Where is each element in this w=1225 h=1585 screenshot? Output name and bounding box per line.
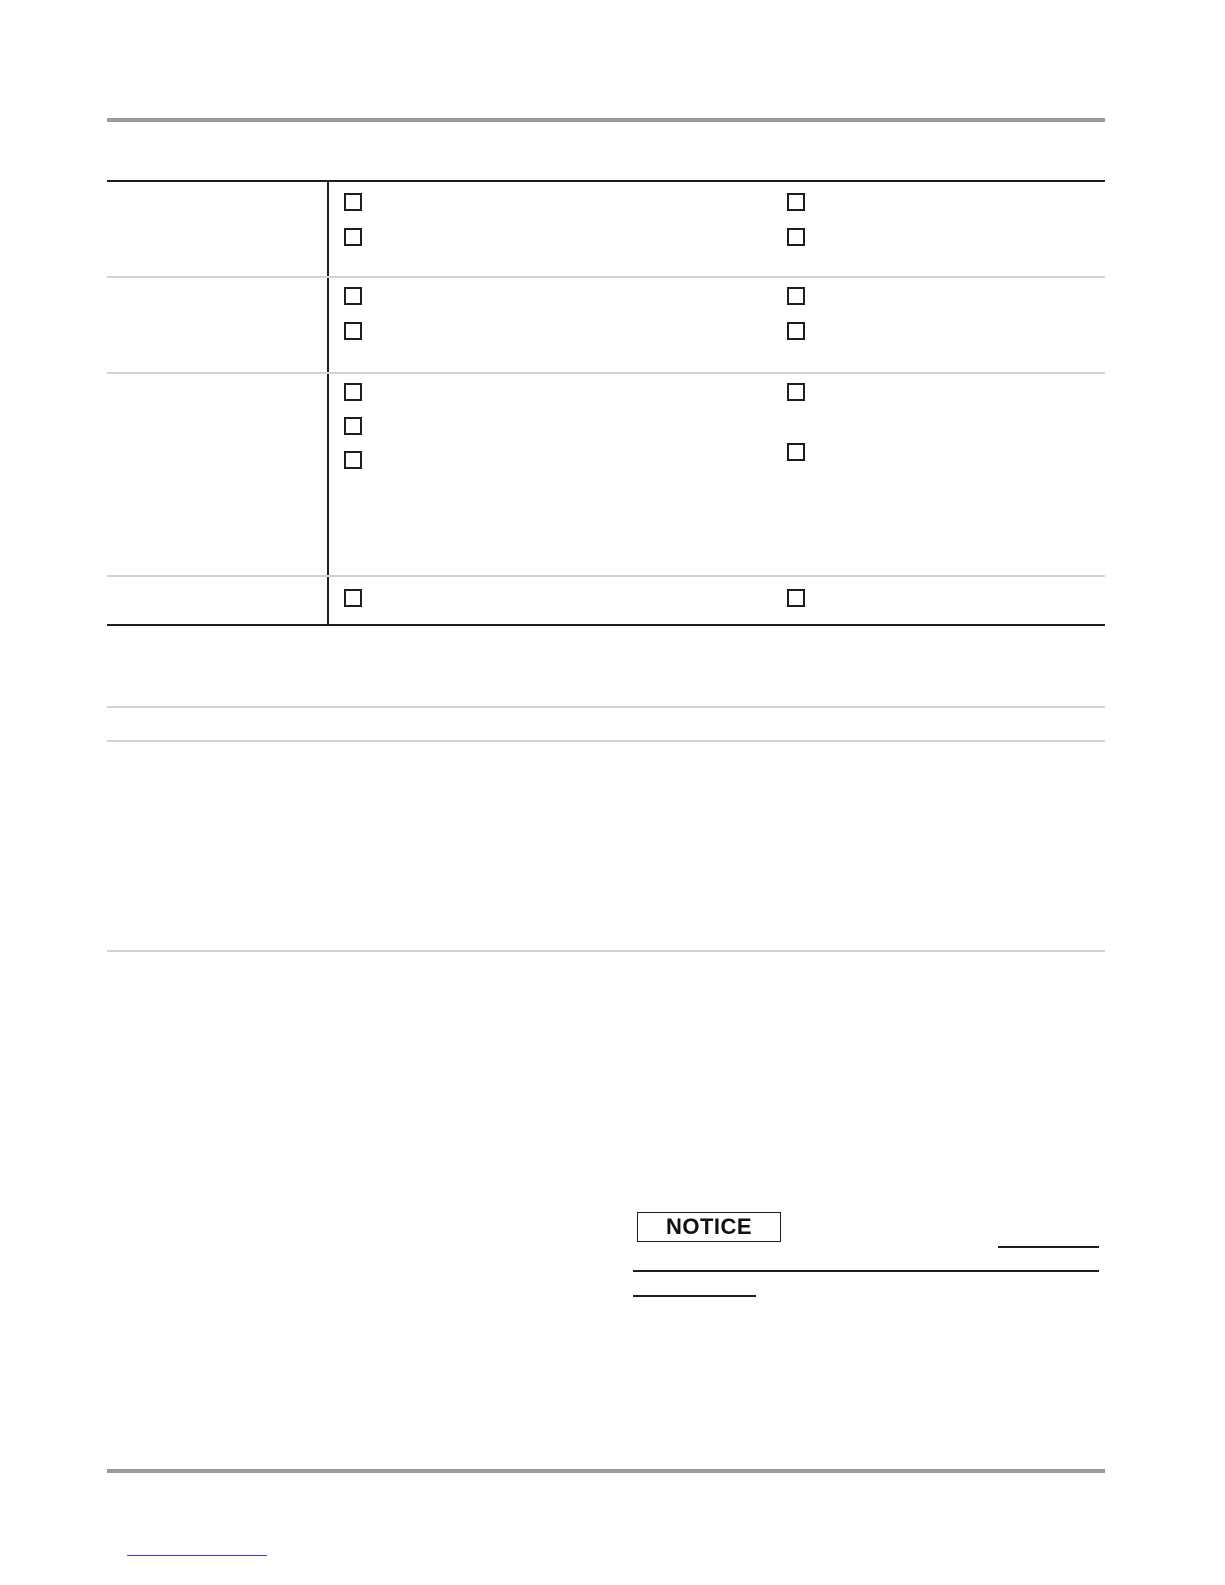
- row-divider: [107, 575, 1105, 577]
- footer-link[interactable]: [127, 1555, 267, 1556]
- row-divider: [107, 372, 1105, 374]
- checkbox[interactable]: [344, 383, 362, 401]
- checkbox[interactable]: [787, 383, 805, 401]
- checkbox[interactable]: [344, 287, 362, 305]
- checkbox[interactable]: [787, 322, 805, 340]
- table-column-divider: [327, 181, 329, 626]
- section-rule: [107, 706, 1105, 708]
- checkbox[interactable]: [344, 589, 362, 607]
- checkbox[interactable]: [787, 589, 805, 607]
- checkbox[interactable]: [787, 193, 805, 211]
- notice-label: NOTICE: [637, 1212, 781, 1242]
- section-rule: [107, 950, 1105, 952]
- checkbox[interactable]: [787, 287, 805, 305]
- notice-underline: [998, 1246, 1099, 1248]
- table-top-border: [107, 180, 1105, 182]
- footer-rule: [107, 1469, 1105, 1473]
- row-divider: [107, 276, 1105, 278]
- header-rule: [107, 118, 1105, 122]
- notice-underline: [633, 1295, 756, 1297]
- checkbox[interactable]: [344, 228, 362, 246]
- checkbox[interactable]: [344, 417, 362, 435]
- checkbox[interactable]: [344, 451, 362, 469]
- notice-underline: [633, 1270, 1099, 1272]
- checkbox[interactable]: [344, 322, 362, 340]
- checkbox[interactable]: [787, 228, 805, 246]
- checkbox[interactable]: [344, 193, 362, 211]
- checkbox[interactable]: [787, 443, 805, 461]
- table-bottom-border: [107, 624, 1105, 626]
- section-rule: [107, 740, 1105, 742]
